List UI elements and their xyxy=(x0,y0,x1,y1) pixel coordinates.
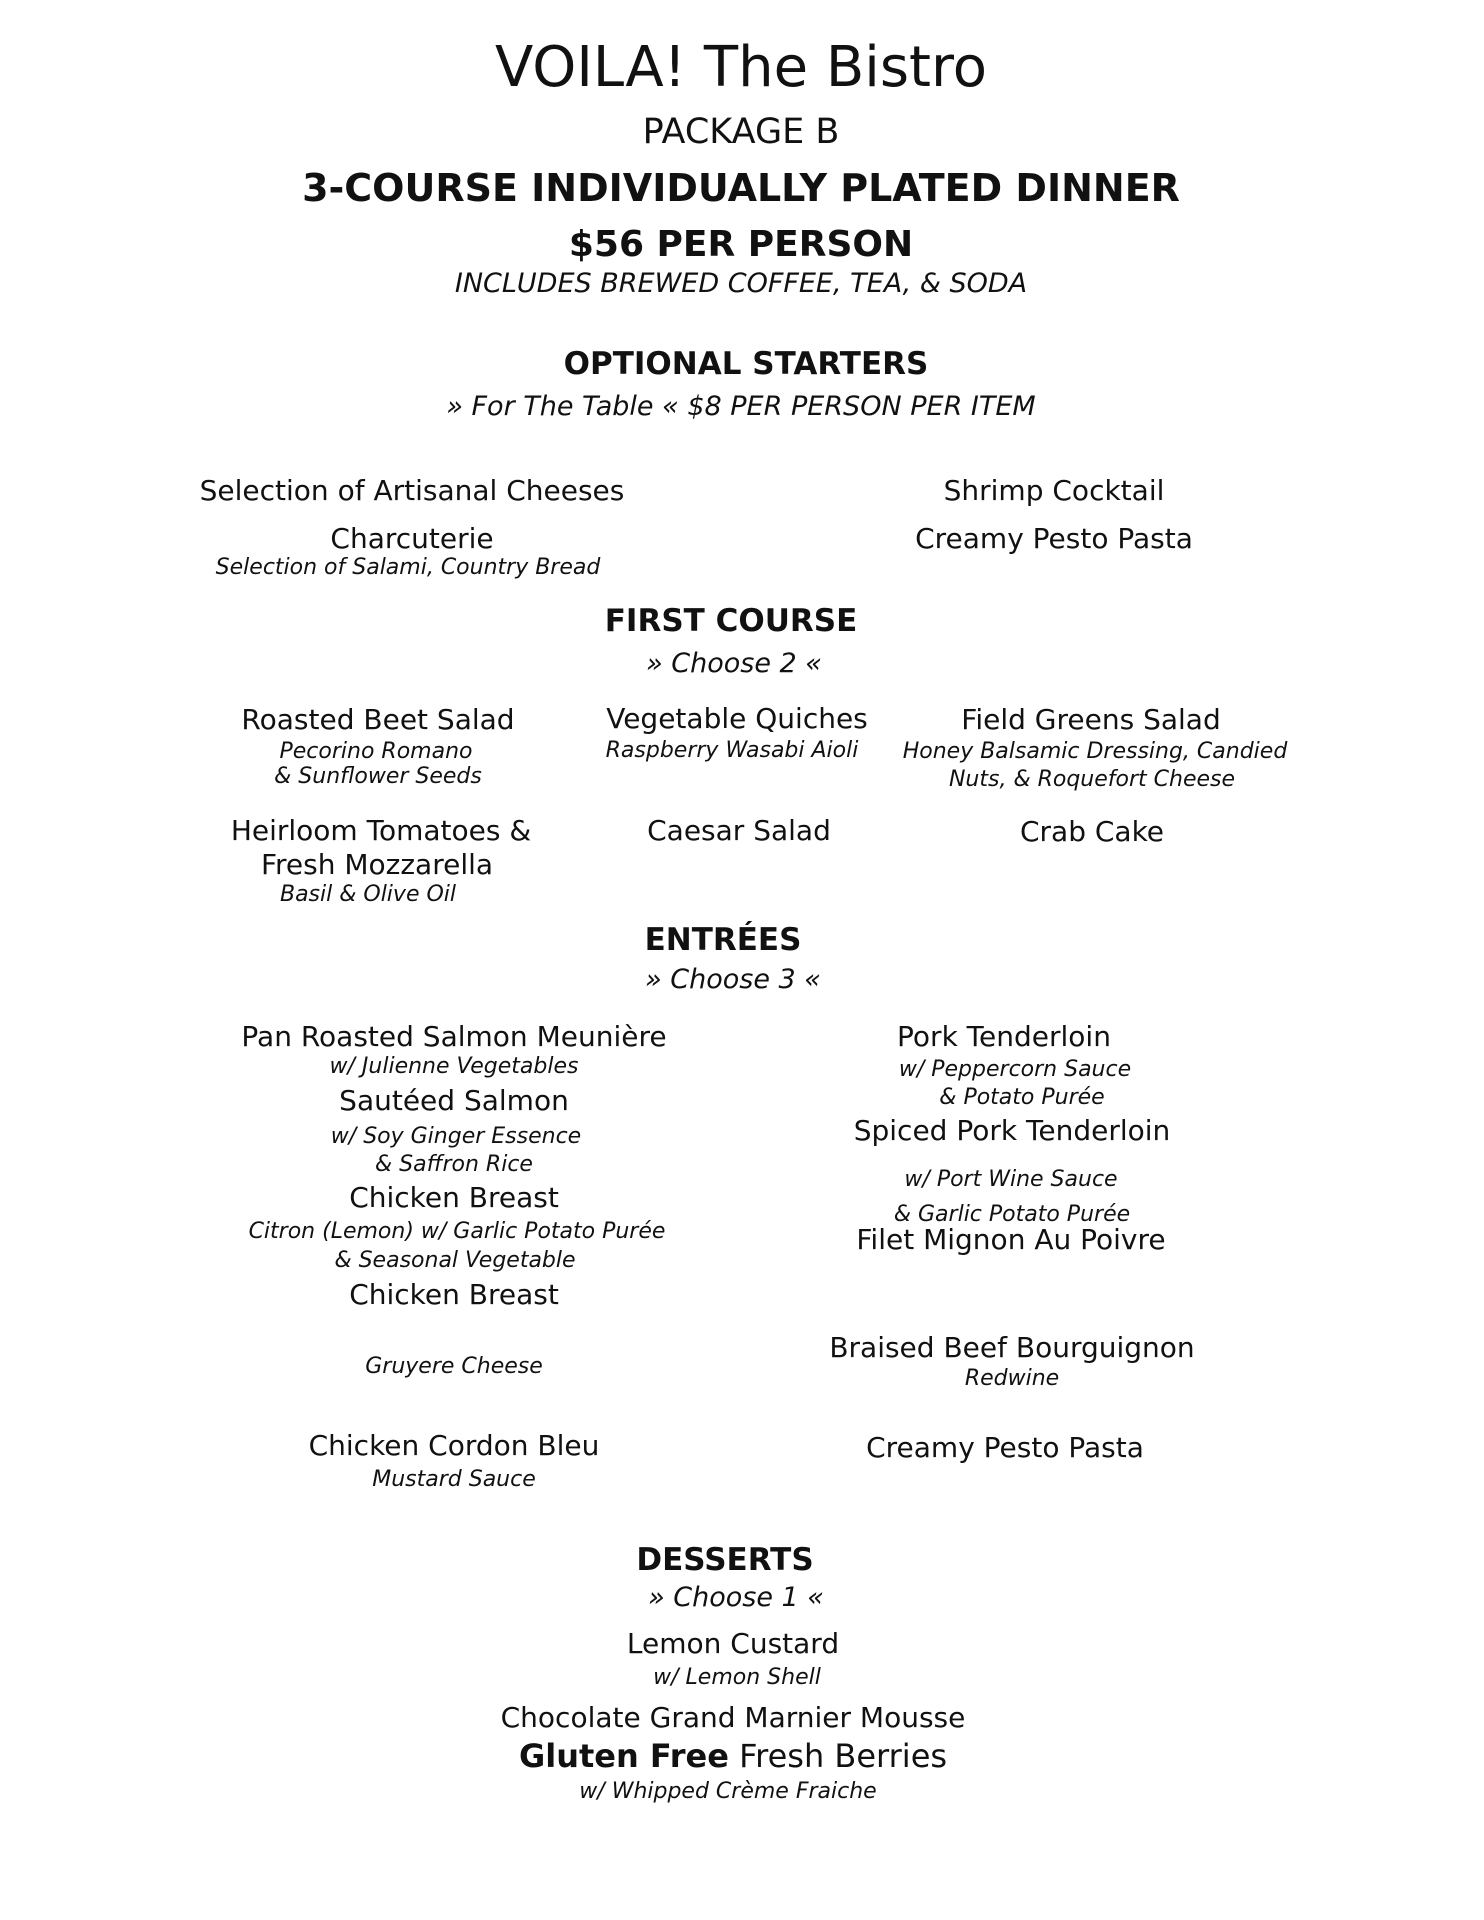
entree-item-name: Chicken Cordon Bleu xyxy=(308,1429,600,1462)
first-course-item-name: Roasted Beet Salad xyxy=(241,703,515,736)
entree-item-desc: w/ Port Wine Sauce xyxy=(904,1167,1118,1192)
starters-heading: OPTIONAL STARTERS xyxy=(563,346,929,382)
entrees-choose: » Choose 3 « xyxy=(645,964,821,995)
dessert-item-name: Lemon Custard xyxy=(626,1627,840,1660)
starter-item-name: Selection of Artisanal Cheeses xyxy=(199,474,625,507)
price: $56 PER PERSON xyxy=(568,224,914,265)
desserts-choose: » Choose 1 « xyxy=(648,1582,824,1613)
entree-item-name: Filet Mignon Au Poivre xyxy=(856,1223,1166,1256)
dessert-item-desc: w/ Lemon Shell xyxy=(653,1665,821,1690)
dessert-item-name: Fresh Berries xyxy=(739,1737,948,1775)
entree-item-desc: & Seasonal Vegetable xyxy=(334,1248,576,1273)
gluten-free-badge: Gluten Free xyxy=(518,1737,729,1775)
includes-note: INCLUDES BREWED COFFEE, TEA, & SODA xyxy=(454,268,1028,299)
first-course-item-desc: Honey Balsamic Dressing, Candied xyxy=(902,739,1288,764)
entree-item-name: Sautéed Salmon xyxy=(339,1084,569,1117)
entree-item-name: Chicken Breast xyxy=(349,1278,559,1311)
dessert-item-gluten-free xyxy=(518,1737,948,1775)
entree-item-desc: w/ Peppercorn Sauce xyxy=(898,1057,1132,1082)
first-course-item-desc: Basil & Olive Oil xyxy=(279,882,457,907)
first-course-item-name: Caesar Salad xyxy=(647,814,831,847)
entree-item-desc: Redwine xyxy=(964,1366,1060,1391)
entree-item-desc: & Potato Purée xyxy=(939,1085,1105,1110)
first-course-item-desc: Raspberry Wasabi Aioli xyxy=(605,738,859,763)
entree-item-name: Creamy Pesto Pasta xyxy=(866,1431,1144,1464)
entree-item-name: Braised Beef Bourguignon xyxy=(829,1331,1195,1364)
starter-item-name: Shrimp Cocktail xyxy=(943,474,1165,507)
dessert-item-desc: w/ Whipped Crème Fraiche xyxy=(579,1779,877,1804)
first-course-item-desc: & Sunflower Seeds xyxy=(274,764,482,789)
entree-item-desc: Citron (Lemon) w/ Garlic Potato Purée xyxy=(248,1219,666,1244)
first-course-item-name: Fresh Mozzarella xyxy=(260,848,494,881)
starter-item-desc: Selection of Salami, Country Bread xyxy=(215,555,601,580)
menu-subtitle: 3-COURSE INDIVIDUALLY PLATED DINNER xyxy=(302,166,1180,210)
entree-item-name: Chicken Breast xyxy=(349,1181,559,1214)
first-course-item-desc: Pecorino Romano xyxy=(279,739,473,764)
starter-item-name: Creamy Pesto Pasta xyxy=(915,522,1193,555)
first-course-item-name: Crab Cake xyxy=(1019,815,1165,848)
first-course-choose: » Choose 2 « xyxy=(646,648,822,679)
starter-item-name: Charcuterie xyxy=(330,522,494,555)
first-course-item-name: Vegetable Quiches xyxy=(606,702,868,735)
first-course-item-desc: Nuts, & Roquefort Cheese xyxy=(948,767,1236,792)
entree-item-desc: & Saffron Rice xyxy=(375,1152,533,1177)
first-course-item-name: Heirloom Tomatoes & xyxy=(230,814,532,847)
entree-item-name: Spiced Pork Tenderloin xyxy=(853,1114,1171,1147)
entrees-heading: ENTRÉES xyxy=(644,922,802,958)
restaurant-title: VOILA! The Bistro xyxy=(494,35,988,100)
entree-item-desc: & Garlic Potato Purée xyxy=(893,1202,1131,1227)
dessert-item-name: Chocolate Grand Marnier Mousse xyxy=(500,1701,966,1734)
entree-item-name: Pork Tenderloin xyxy=(897,1020,1111,1053)
entree-item-desc: w/ Julienne Vegetables xyxy=(329,1054,579,1079)
entree-item-desc: Mustard Sauce xyxy=(372,1467,536,1492)
package-label: PACKAGE B xyxy=(642,112,840,152)
entree-item-name: Pan Roasted Salmon Meunière xyxy=(241,1020,667,1053)
first-course-heading: FIRST COURSE xyxy=(604,603,858,639)
entree-item-desc: w/ Soy Ginger Essence xyxy=(330,1124,582,1149)
first-course-item-name: Field Greens Salad xyxy=(961,703,1221,736)
starters-note: » For The Table « $8 PER PERSON PER ITEM xyxy=(446,391,1036,422)
entree-item-desc: Gruyere Cheese xyxy=(365,1354,543,1379)
desserts-heading: DESSERTS xyxy=(636,1542,814,1578)
